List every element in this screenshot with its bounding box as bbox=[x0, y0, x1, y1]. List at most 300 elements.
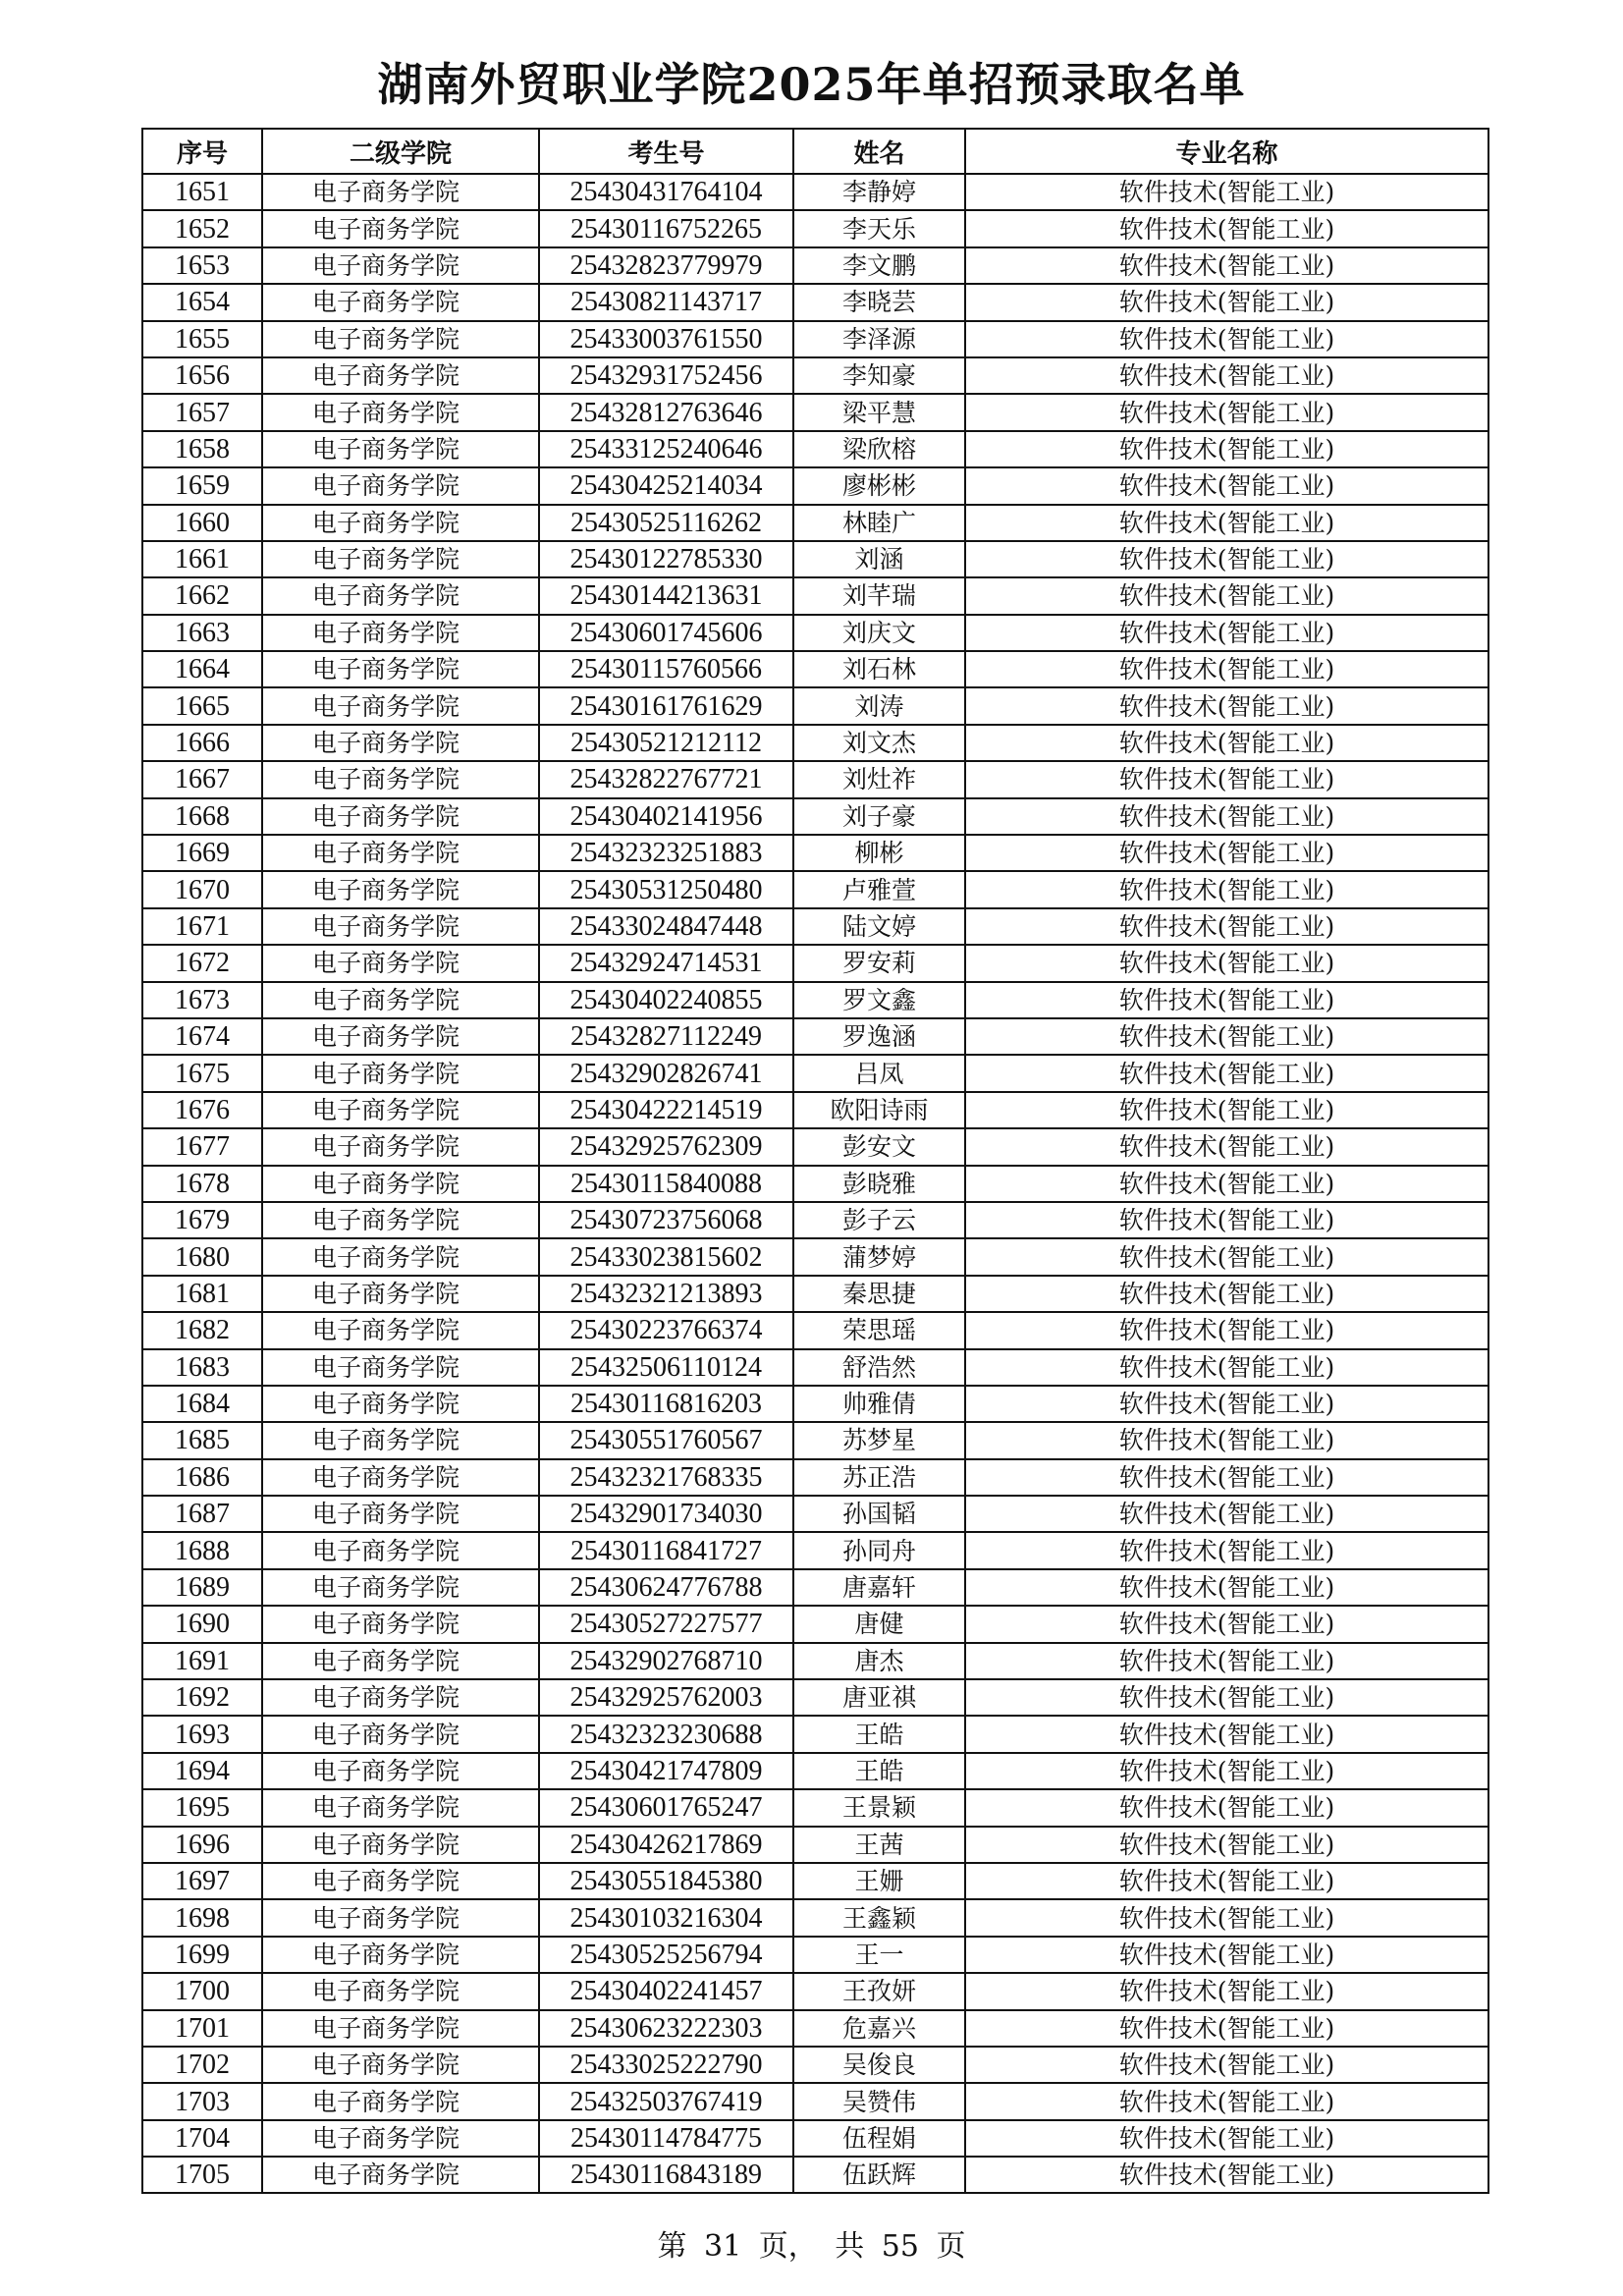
major-cell: 软件技术(智能工业) bbox=[965, 1863, 1488, 1899]
major-cell: 软件技术(智能工业) bbox=[965, 982, 1488, 1018]
exam-id-cell: 25432901734030 bbox=[539, 1496, 793, 1532]
college-cell: 电子商务学院 bbox=[262, 467, 539, 504]
table-row bbox=[142, 1863, 1488, 1899]
table-row bbox=[142, 2010, 1488, 2047]
name-cell: 刘文杰 bbox=[793, 725, 965, 761]
college-cell: 电子商务学院 bbox=[262, 725, 539, 761]
seq-cell: 1660 bbox=[142, 505, 262, 541]
college-cell: 电子商务学院 bbox=[262, 357, 539, 394]
name-cell: 吴俊良 bbox=[793, 2047, 965, 2083]
college-cell: 电子商务学院 bbox=[262, 210, 539, 246]
college-cell: 电子商务学院 bbox=[262, 1606, 539, 1642]
header-major: 专业名称 bbox=[965, 129, 1488, 174]
college-cell: 电子商务学院 bbox=[262, 2010, 539, 2047]
exam-id-cell: 25432321213893 bbox=[539, 1276, 793, 1312]
name-cell: 苏梦星 bbox=[793, 1422, 965, 1458]
exam-id-cell: 25430115840088 bbox=[539, 1166, 793, 1202]
college-cell: 电子商务学院 bbox=[262, 687, 539, 724]
table-row bbox=[142, 357, 1488, 394]
seq-cell: 1705 bbox=[142, 2157, 262, 2193]
seq-cell: 1655 bbox=[142, 321, 262, 357]
college-cell: 电子商务学院 bbox=[262, 908, 539, 945]
seq-cell: 1671 bbox=[142, 908, 262, 945]
college-cell: 电子商务学院 bbox=[262, 431, 539, 467]
college-cell: 电子商务学院 bbox=[262, 1276, 539, 1312]
table-row bbox=[142, 1055, 1488, 1091]
college-cell: 电子商务学院 bbox=[262, 577, 539, 614]
table-row bbox=[142, 725, 1488, 761]
college-cell: 电子商务学院 bbox=[262, 1018, 539, 1055]
major-cell: 软件技术(智能工业) bbox=[965, 1496, 1488, 1532]
table-row bbox=[142, 210, 1488, 246]
seq-cell: 1657 bbox=[142, 394, 262, 430]
major-cell: 软件技术(智能工业) bbox=[965, 1532, 1488, 1568]
major-cell: 软件技术(智能工业) bbox=[965, 651, 1488, 687]
table-row bbox=[142, 1937, 1488, 1973]
table-row bbox=[142, 1753, 1488, 1789]
exam-id-cell: 25430402240855 bbox=[539, 982, 793, 1018]
name-cell: 李知豪 bbox=[793, 357, 965, 394]
admission-table bbox=[141, 128, 1489, 2194]
seq-cell: 1653 bbox=[142, 247, 262, 284]
exam-id-cell: 25430521212112 bbox=[539, 725, 793, 761]
college-cell: 电子商务学院 bbox=[262, 1827, 539, 1863]
major-cell: 软件技术(智能工业) bbox=[965, 1459, 1488, 1496]
name-cell: 彭子云 bbox=[793, 1202, 965, 1238]
name-cell: 彭晓雅 bbox=[793, 1166, 965, 1202]
table-row bbox=[142, 1018, 1488, 1055]
exam-id-cell: 25430551760567 bbox=[539, 1422, 793, 1458]
table-row bbox=[142, 1459, 1488, 1496]
seq-cell: 1699 bbox=[142, 1937, 262, 1973]
seq-cell: 1656 bbox=[142, 357, 262, 394]
major-cell: 软件技术(智能工业) bbox=[965, 467, 1488, 504]
major-cell: 软件技术(智能工业) bbox=[965, 725, 1488, 761]
exam-id-cell: 25430116841727 bbox=[539, 1532, 793, 1568]
name-cell: 王孜妍 bbox=[793, 1973, 965, 2009]
college-cell: 电子商务学院 bbox=[262, 1863, 539, 1899]
major-cell: 软件技术(智能工业) bbox=[965, 835, 1488, 871]
college-cell: 电子商务学院 bbox=[262, 1386, 539, 1422]
seq-cell: 1666 bbox=[142, 725, 262, 761]
exam-id-cell: 25430723756068 bbox=[539, 1202, 793, 1238]
college-cell: 电子商务学院 bbox=[262, 321, 539, 357]
exam-id-cell: 25430527227577 bbox=[539, 1606, 793, 1642]
name-cell: 王茜 bbox=[793, 1827, 965, 1863]
table-row bbox=[142, 835, 1488, 871]
table-row bbox=[142, 1166, 1488, 1202]
table-row bbox=[142, 1827, 1488, 1863]
seq-cell: 1659 bbox=[142, 467, 262, 504]
exam-id-cell: 25432925762003 bbox=[539, 1679, 793, 1716]
college-cell: 电子商务学院 bbox=[262, 1496, 539, 1532]
name-cell: 彭安文 bbox=[793, 1128, 965, 1165]
table-row bbox=[142, 2047, 1488, 2083]
table-row bbox=[142, 431, 1488, 467]
college-cell: 电子商务学院 bbox=[262, 1753, 539, 1789]
exam-id-cell: 25430223766374 bbox=[539, 1312, 793, 1348]
major-cell: 软件技术(智能工业) bbox=[965, 1679, 1488, 1716]
exam-id-cell: 25430402141956 bbox=[539, 798, 793, 835]
college-cell: 电子商务学院 bbox=[262, 835, 539, 871]
major-cell: 软件技术(智能工业) bbox=[965, 1973, 1488, 2009]
exam-id-cell: 25430525116262 bbox=[539, 505, 793, 541]
exam-id-cell: 25430116843189 bbox=[539, 2157, 793, 2193]
major-cell: 软件技术(智能工业) bbox=[965, 1055, 1488, 1091]
seq-cell: 1662 bbox=[142, 577, 262, 614]
name-cell: 罗逸涵 bbox=[793, 1018, 965, 1055]
major-cell: 软件技术(智能工业) bbox=[965, 247, 1488, 284]
college-cell: 电子商务学院 bbox=[262, 505, 539, 541]
seq-cell: 1674 bbox=[142, 1018, 262, 1055]
exam-id-cell: 25430115760566 bbox=[539, 651, 793, 687]
major-cell: 软件技术(智能工业) bbox=[965, 2010, 1488, 2047]
major-cell: 软件技术(智能工业) bbox=[965, 1827, 1488, 1863]
table-row bbox=[142, 577, 1488, 614]
seq-cell: 1701 bbox=[142, 2010, 262, 2047]
name-cell: 王姗 bbox=[793, 1863, 965, 1899]
table-row bbox=[142, 505, 1488, 541]
major-cell: 软件技术(智能工业) bbox=[965, 1937, 1488, 1973]
seq-cell: 1694 bbox=[142, 1753, 262, 1789]
exam-id-cell: 25430144213631 bbox=[539, 577, 793, 614]
seq-cell: 1704 bbox=[142, 2120, 262, 2157]
college-cell: 电子商务学院 bbox=[262, 1459, 539, 1496]
seq-cell: 1658 bbox=[142, 431, 262, 467]
exam-id-cell: 25430114784775 bbox=[539, 2120, 793, 2157]
major-cell: 软件技术(智能工业) bbox=[965, 505, 1488, 541]
major-cell: 软件技术(智能工业) bbox=[965, 394, 1488, 430]
major-cell: 软件技术(智能工业) bbox=[965, 761, 1488, 797]
header-name: 姓名 bbox=[793, 129, 965, 174]
exam-id-cell: 25432323251883 bbox=[539, 835, 793, 871]
seq-cell: 1696 bbox=[142, 1827, 262, 1863]
major-cell: 软件技术(智能工业) bbox=[965, 321, 1488, 357]
major-cell: 软件技术(智能工业) bbox=[965, 2157, 1488, 2193]
exam-id-cell: 25432924714531 bbox=[539, 945, 793, 981]
name-cell: 唐健 bbox=[793, 1606, 965, 1642]
seq-cell: 1698 bbox=[142, 1899, 262, 1936]
name-cell: 欧阳诗雨 bbox=[793, 1092, 965, 1128]
seq-cell: 1683 bbox=[142, 1349, 262, 1386]
table-row bbox=[142, 651, 1488, 687]
name-cell: 王鑫颖 bbox=[793, 1899, 965, 1936]
table-row bbox=[142, 798, 1488, 835]
college-cell: 电子商务学院 bbox=[262, 541, 539, 577]
seq-cell: 1654 bbox=[142, 284, 262, 320]
table-row bbox=[142, 908, 1488, 945]
major-cell: 软件技术(智能工业) bbox=[965, 1386, 1488, 1422]
exam-id-cell: 25432925762309 bbox=[539, 1128, 793, 1165]
table-row bbox=[142, 1973, 1488, 2009]
table-row bbox=[142, 945, 1488, 981]
college-cell: 电子商务学院 bbox=[262, 1569, 539, 1606]
exam-id-cell: 25430103216304 bbox=[539, 1899, 793, 1936]
seq-cell: 1680 bbox=[142, 1238, 262, 1275]
college-cell: 电子商务学院 bbox=[262, 394, 539, 430]
table-row bbox=[142, 284, 1488, 320]
exam-id-cell: 25432812763646 bbox=[539, 394, 793, 430]
header-seq: 序号 bbox=[142, 129, 262, 174]
seq-cell: 1667 bbox=[142, 761, 262, 797]
name-cell: 伍跃辉 bbox=[793, 2157, 965, 2193]
major-cell: 软件技术(智能工业) bbox=[965, 687, 1488, 724]
table-row bbox=[142, 1606, 1488, 1642]
major-cell: 软件技术(智能工业) bbox=[965, 357, 1488, 394]
major-cell: 软件技术(智能工业) bbox=[965, 1753, 1488, 1789]
table-row bbox=[142, 1422, 1488, 1458]
college-cell: 电子商务学院 bbox=[262, 615, 539, 651]
name-cell: 刘石林 bbox=[793, 651, 965, 687]
seq-cell: 1664 bbox=[142, 651, 262, 687]
exam-id-cell: 25430161761629 bbox=[539, 687, 793, 724]
name-cell: 刘涛 bbox=[793, 687, 965, 724]
seq-cell: 1676 bbox=[142, 1092, 262, 1128]
name-cell: 王一 bbox=[793, 1937, 965, 1973]
name-cell: 舒浩然 bbox=[793, 1349, 965, 1386]
table-row bbox=[142, 1092, 1488, 1128]
name-cell: 王景颖 bbox=[793, 1789, 965, 1826]
seq-cell: 1697 bbox=[142, 1863, 262, 1899]
document-title: 湖南外贸职业学院2025年单招预录取名单 bbox=[377, 58, 1246, 111]
major-cell: 软件技术(智能工业) bbox=[965, 1349, 1488, 1386]
table-header-row bbox=[142, 129, 1488, 174]
major-cell: 软件技术(智能工业) bbox=[965, 541, 1488, 577]
college-cell: 电子商务学院 bbox=[262, 1716, 539, 1752]
college-cell: 电子商务学院 bbox=[262, 1202, 539, 1238]
seq-cell: 1682 bbox=[142, 1312, 262, 1348]
college-cell: 电子商务学院 bbox=[262, 982, 539, 1018]
name-cell: 蒲梦婷 bbox=[793, 1238, 965, 1275]
major-cell: 软件技术(智能工业) bbox=[965, 210, 1488, 246]
college-cell: 电子商务学院 bbox=[262, 174, 539, 210]
college-cell: 电子商务学院 bbox=[262, 1679, 539, 1716]
major-cell: 软件技术(智能工业) bbox=[965, 1312, 1488, 1348]
exam-id-cell: 25432506110124 bbox=[539, 1349, 793, 1386]
major-cell: 软件技术(智能工业) bbox=[965, 284, 1488, 320]
header-college: 二级学院 bbox=[262, 129, 539, 174]
name-cell: 罗文鑫 bbox=[793, 982, 965, 1018]
seq-cell: 1686 bbox=[142, 1459, 262, 1496]
table-row bbox=[142, 174, 1488, 210]
exam-id-cell: 25432323230688 bbox=[539, 1716, 793, 1752]
name-cell: 罗安莉 bbox=[793, 945, 965, 981]
seq-cell: 1651 bbox=[142, 174, 262, 210]
name-cell: 刘子豪 bbox=[793, 798, 965, 835]
major-cell: 软件技术(智能工业) bbox=[965, 1238, 1488, 1275]
college-cell: 电子商务学院 bbox=[262, 651, 539, 687]
seq-cell: 1689 bbox=[142, 1569, 262, 1606]
name-cell: 帅雅倩 bbox=[793, 1386, 965, 1422]
exam-id-cell: 25433125240646 bbox=[539, 431, 793, 467]
table-row bbox=[142, 1238, 1488, 1275]
exam-id-cell: 25430425214034 bbox=[539, 467, 793, 504]
header-exam-id: 考生号 bbox=[539, 129, 793, 174]
exam-id-cell: 25430402241457 bbox=[539, 1973, 793, 2009]
name-cell: 梁平慧 bbox=[793, 394, 965, 430]
exam-id-cell: 25430421747809 bbox=[539, 1753, 793, 1789]
college-cell: 电子商务学院 bbox=[262, 1973, 539, 2009]
college-cell: 电子商务学院 bbox=[262, 1238, 539, 1275]
college-cell: 电子商务学院 bbox=[262, 761, 539, 797]
seq-cell: 1670 bbox=[142, 871, 262, 907]
table-row bbox=[142, 394, 1488, 430]
name-cell: 孙同舟 bbox=[793, 1532, 965, 1568]
seq-cell: 1665 bbox=[142, 687, 262, 724]
exam-id-cell: 25430431764104 bbox=[539, 174, 793, 210]
exam-id-cell: 25432902768710 bbox=[539, 1643, 793, 1679]
name-cell: 荣思瑶 bbox=[793, 1312, 965, 1348]
seq-cell: 1661 bbox=[142, 541, 262, 577]
college-cell: 电子商务学院 bbox=[262, 1312, 539, 1348]
major-cell: 软件技术(智能工业) bbox=[965, 1018, 1488, 1055]
exam-id-cell: 25432827112249 bbox=[539, 1018, 793, 1055]
major-cell: 软件技术(智能工业) bbox=[965, 1166, 1488, 1202]
table-row bbox=[142, 1716, 1488, 1752]
name-cell: 刘庆文 bbox=[793, 615, 965, 651]
name-cell: 刘涵 bbox=[793, 541, 965, 577]
major-cell: 软件技术(智能工业) bbox=[965, 1202, 1488, 1238]
seq-cell: 1690 bbox=[142, 1606, 262, 1642]
major-cell: 软件技术(智能工业) bbox=[965, 1422, 1488, 1458]
table-row bbox=[142, 1349, 1488, 1386]
seq-cell: 1678 bbox=[142, 1166, 262, 1202]
seq-cell: 1672 bbox=[142, 945, 262, 981]
major-cell: 软件技术(智能工业) bbox=[965, 1716, 1488, 1752]
exam-id-cell: 25433024847448 bbox=[539, 908, 793, 945]
table-row bbox=[142, 687, 1488, 724]
table-row bbox=[142, 1643, 1488, 1679]
name-cell: 廖彬彬 bbox=[793, 467, 965, 504]
exam-id-cell: 25430525256794 bbox=[539, 1937, 793, 1973]
major-cell: 软件技术(智能工业) bbox=[965, 1092, 1488, 1128]
table-row bbox=[142, 321, 1488, 357]
seq-cell: 1673 bbox=[142, 982, 262, 1018]
name-cell: 王皓 bbox=[793, 1716, 965, 1752]
name-cell: 李泽源 bbox=[793, 321, 965, 357]
table-row bbox=[142, 1532, 1488, 1568]
major-cell: 软件技术(智能工业) bbox=[965, 798, 1488, 835]
college-cell: 电子商务学院 bbox=[262, 1055, 539, 1091]
major-cell: 软件技术(智能工业) bbox=[965, 1789, 1488, 1826]
name-cell: 唐嘉轩 bbox=[793, 1569, 965, 1606]
table-row bbox=[142, 541, 1488, 577]
name-cell: 卢雅萱 bbox=[793, 871, 965, 907]
major-cell: 软件技术(智能工业) bbox=[965, 2083, 1488, 2119]
college-cell: 电子商务学院 bbox=[262, 1166, 539, 1202]
name-cell: 伍程娟 bbox=[793, 2120, 965, 2157]
seq-cell: 1685 bbox=[142, 1422, 262, 1458]
exam-id-cell: 25433023815602 bbox=[539, 1238, 793, 1275]
exam-id-cell: 25430551845380 bbox=[539, 1863, 793, 1899]
college-cell: 电子商务学院 bbox=[262, 1899, 539, 1936]
name-cell: 秦思捷 bbox=[793, 1276, 965, 1312]
seq-cell: 1675 bbox=[142, 1055, 262, 1091]
table-row bbox=[142, 1899, 1488, 1936]
college-cell: 电子商务学院 bbox=[262, 1422, 539, 1458]
name-cell: 李天乐 bbox=[793, 210, 965, 246]
major-cell: 软件技术(智能工业) bbox=[965, 577, 1488, 614]
name-cell: 孙国韬 bbox=[793, 1496, 965, 1532]
seq-cell: 1652 bbox=[142, 210, 262, 246]
seq-cell: 1668 bbox=[142, 798, 262, 835]
table-row bbox=[142, 247, 1488, 284]
table-row bbox=[142, 2157, 1488, 2193]
exam-id-cell: 25430624776788 bbox=[539, 1569, 793, 1606]
exam-id-cell: 25430821143717 bbox=[539, 284, 793, 320]
name-cell: 唐杰 bbox=[793, 1643, 965, 1679]
table-row bbox=[142, 2083, 1488, 2119]
table-row bbox=[142, 615, 1488, 651]
seq-cell: 1681 bbox=[142, 1276, 262, 1312]
exam-id-cell: 25430116816203 bbox=[539, 1386, 793, 1422]
exam-id-cell: 25432822767721 bbox=[539, 761, 793, 797]
college-cell: 电子商务学院 bbox=[262, 2047, 539, 2083]
college-cell: 电子商务学院 bbox=[262, 871, 539, 907]
major-cell: 软件技术(智能工业) bbox=[965, 1276, 1488, 1312]
page-footer: 第 31 页， 共 55 页 bbox=[657, 2229, 966, 2264]
seq-cell: 1679 bbox=[142, 1202, 262, 1238]
major-cell: 软件技术(智能工业) bbox=[965, 174, 1488, 210]
exam-id-cell: 25432503767419 bbox=[539, 2083, 793, 2119]
exam-id-cell: 25432931752456 bbox=[539, 357, 793, 394]
table-row bbox=[142, 761, 1488, 797]
table-row bbox=[142, 1386, 1488, 1422]
major-cell: 软件技术(智能工业) bbox=[965, 2120, 1488, 2157]
college-cell: 电子商务学院 bbox=[262, 284, 539, 320]
college-cell: 电子商务学院 bbox=[262, 1349, 539, 1386]
college-cell: 电子商务学院 bbox=[262, 1532, 539, 1568]
seq-cell: 1702 bbox=[142, 2047, 262, 2083]
exam-id-cell: 25430531250480 bbox=[539, 871, 793, 907]
name-cell: 梁欣榕 bbox=[793, 431, 965, 467]
exam-id-cell: 25430122785330 bbox=[539, 541, 793, 577]
college-cell: 电子商务学院 bbox=[262, 2120, 539, 2157]
college-cell: 电子商务学院 bbox=[262, 1643, 539, 1679]
seq-cell: 1684 bbox=[142, 1386, 262, 1422]
college-cell: 电子商务学院 bbox=[262, 2157, 539, 2193]
major-cell: 软件技术(智能工业) bbox=[965, 615, 1488, 651]
exam-id-cell: 25430426217869 bbox=[539, 1827, 793, 1863]
name-cell: 林睦广 bbox=[793, 505, 965, 541]
name-cell: 李文鹏 bbox=[793, 247, 965, 284]
table-body bbox=[142, 174, 1488, 2193]
seq-cell: 1677 bbox=[142, 1128, 262, 1165]
college-cell: 电子商务学院 bbox=[262, 1789, 539, 1826]
seq-cell: 1700 bbox=[142, 1973, 262, 2009]
college-cell: 电子商务学院 bbox=[262, 945, 539, 981]
exam-id-cell: 25430422214519 bbox=[539, 1092, 793, 1128]
major-cell: 软件技术(智能工业) bbox=[965, 1569, 1488, 1606]
exam-id-cell: 25430116752265 bbox=[539, 210, 793, 246]
table-row bbox=[142, 982, 1488, 1018]
major-cell: 软件技术(智能工业) bbox=[965, 2047, 1488, 2083]
seq-cell: 1663 bbox=[142, 615, 262, 651]
name-cell: 李静婷 bbox=[793, 174, 965, 210]
exam-id-cell: 25430601745606 bbox=[539, 615, 793, 651]
major-cell: 软件技术(智能工业) bbox=[965, 1128, 1488, 1165]
major-cell: 软件技术(智能工业) bbox=[965, 871, 1488, 907]
name-cell: 王皓 bbox=[793, 1753, 965, 1789]
table-row bbox=[142, 1679, 1488, 1716]
table-row bbox=[142, 1569, 1488, 1606]
seq-cell: 1693 bbox=[142, 1716, 262, 1752]
table-row bbox=[142, 1128, 1488, 1165]
college-cell: 电子商务学院 bbox=[262, 2083, 539, 2119]
name-cell: 刘芊瑞 bbox=[793, 577, 965, 614]
exam-id-cell: 25432321768335 bbox=[539, 1459, 793, 1496]
exam-id-cell: 25430601765247 bbox=[539, 1789, 793, 1826]
